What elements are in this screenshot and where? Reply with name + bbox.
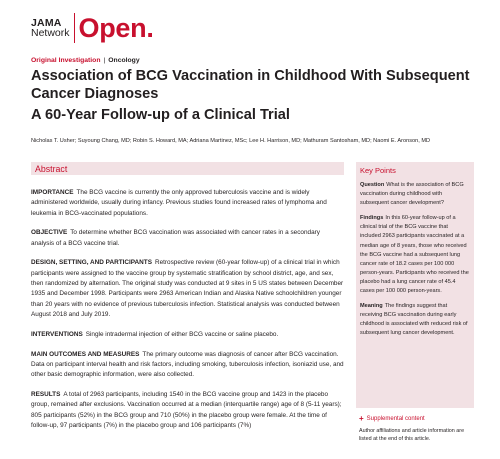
logo-jama: JAMA [31, 17, 62, 29]
logo-open: Open. [78, 12, 154, 43]
abstract-header [31, 162, 344, 175]
abstract-heading: Abstract [35, 163, 68, 174]
key-point-text: What is the association of BCG vaccination during childhood with subsequent cancer development? [360, 182, 464, 207]
affiliations-note: Author affiliations and article information are listed at the end of this article. [359, 428, 465, 443]
section-text: Retrospective review (60-year follow-up) of a clinical trial in which participants were assigned to the vaccine group by systematic stratification by school district, age, and sex, then randomized by alternation. The original study was conducted at 9 sites in 5 US states between December 1935 and December 1998. Participants were 2963 American Indian and Alaska Native schoolchildren younger than 20 years with no evidence of previous tuberculosis infection. Statistical analysis was conducted between August 2018 and July 2019. [31, 259, 344, 318]
key-point-label: Meaning [360, 303, 383, 310]
section-text: The primary outcome was diagnosis of cancer after BCG vaccination. Data on participant interval health and risk factors, including smoking, tuberculosis infection, isoniazid use, and other basic demographic information, were also collected. [31, 350, 344, 379]
abstract-results [31, 390, 344, 431]
key-point-label: Question [360, 182, 385, 188]
key-points-heading: Key Points [360, 166, 396, 175]
section-label: RESULTS [31, 390, 61, 398]
article-kicker [31, 57, 140, 64]
supplemental-content-link[interactable] [359, 414, 425, 423]
key-point-findings [360, 214, 470, 296]
article-subject: Oncology [108, 57, 140, 64]
section-label: DESIGN, SETTING, AND PARTICIPANTS [31, 259, 152, 267]
section-text: A total of 2963 participants, including 1540 in the BCG vaccine group and 1423 in the placebo group, remained after exclusions. Vaccination occurred at a median (interquartile range) age of 8 (5-11 years); 805 participants (52%) in the BCG group and 710 (50%) in the placebo group were female. At the time of follow-up, 97 participants (7%) in the placebo group and 106 participants (7%) [31, 390, 342, 429]
section-text: To determine whether BCG vaccination was associated with cancer rates in a secondary analysis of a BCG vaccine trial. [31, 229, 320, 247]
logo-wordmark [31, 18, 70, 38]
abstract-section [31, 162, 344, 441]
logo-divider [74, 13, 75, 43]
key-point-question [360, 181, 470, 208]
key-points-box [356, 162, 474, 408]
abstract-importance [31, 188, 344, 219]
abstract-objective [31, 228, 344, 249]
section-label: IMPORTANCE [31, 189, 74, 196]
article-subtitle: A 60-Year Follow-up of a Clinical Trial [31, 107, 290, 123]
article-title: Association of BCG Vaccination in Childhood With Subsequent Cancer Diagnoses [31, 68, 470, 102]
jama-network-open-logo [31, 9, 154, 47]
section-text: Single intradermal injection of either BCG vaccine or saline placebo. [85, 330, 279, 338]
section-label: INTERVENTIONS [31, 330, 83, 338]
key-point-meaning [360, 302, 470, 338]
kicker-separator: | [103, 57, 106, 64]
abstract-interventions [31, 330, 344, 340]
logo-network: Network [31, 27, 70, 39]
abstract-outcomes [31, 350, 344, 381]
article-type: Original Investigation [31, 57, 101, 64]
author-list: Nicholas T. Usher; Suyoung Chang, MD; Robin S. Howard, MA; Adriana Martinez, MSc; Lee H. Harrison, MD; Mathuram Santosham, MD; Naomi E. Aronson, MD [31, 138, 431, 144]
key-point-text: The findings suggest that receiving BCG vaccination during early childhood is associated with reduced risk of subsequent lung cancer development. [360, 303, 468, 337]
section-text: The BCG vaccine is currently the only approved tuberculosis vaccine and is widely administered worldwide, usually during infancy. Previous studies found increased rates of lymphoma and leukemia in BCG-vaccinated populations. [31, 189, 327, 217]
supplemental-label: Supplemental content [366, 415, 425, 422]
abstract-design [31, 258, 344, 320]
section-label: OBJECTIVE [31, 229, 68, 237]
plus-icon: + [359, 414, 364, 423]
key-point-label: Findings [360, 215, 384, 222]
key-point-text: In this 60-year follow-up of a clinical trial of the BCG vaccine that included 2963 participants vaccinated at a median age of 8 years, those who received the BCG vaccine had a subsequent lung cancer rate of 18.2 cases per 100 000 person-years. Participants who received the placebo had a lung cancer rate of 45.4 cases per 100 000 person-years. [360, 215, 469, 295]
section-label: MAIN OUTCOMES AND MEASURES [31, 350, 140, 358]
